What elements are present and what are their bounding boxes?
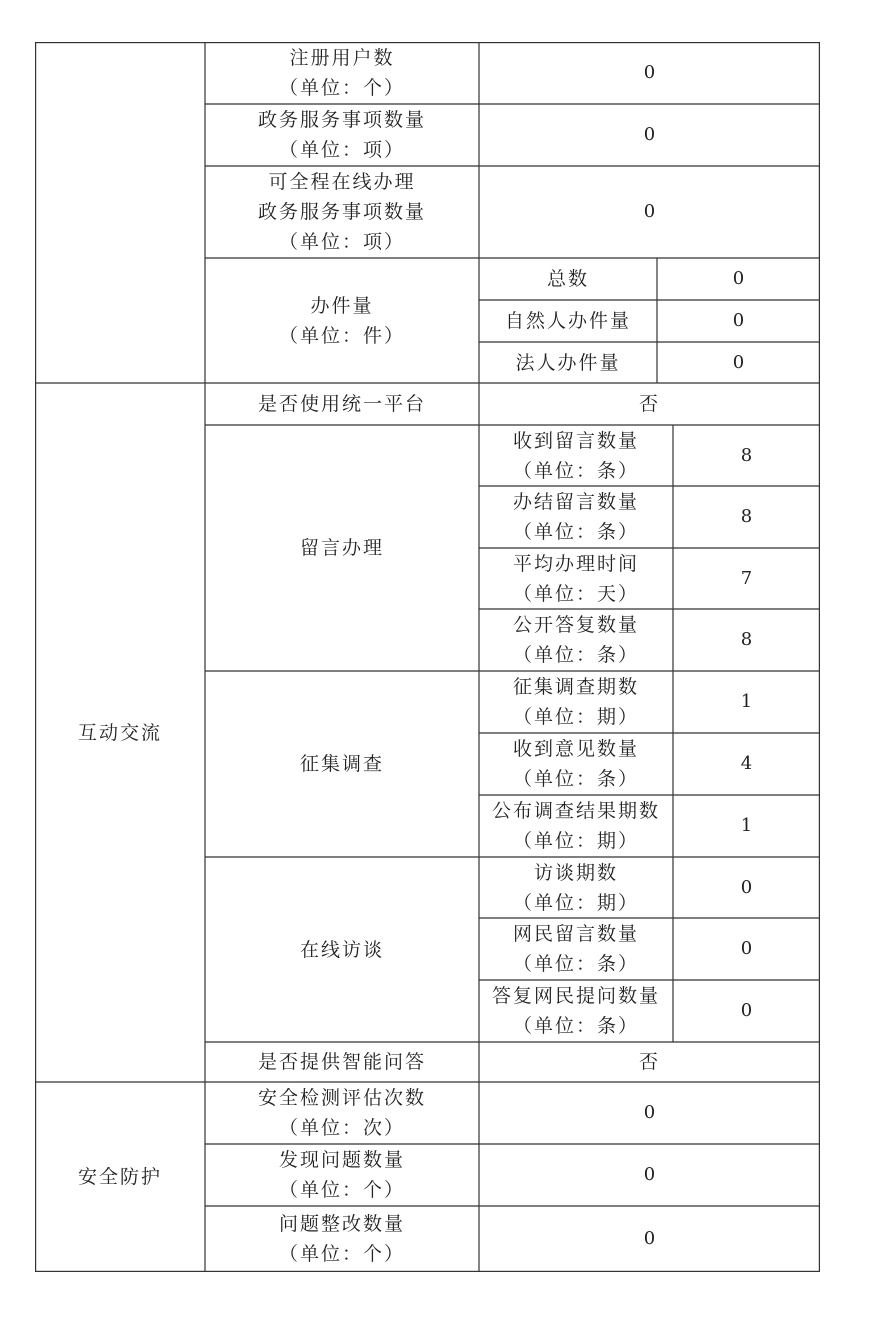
messages-avg-time-label: 平均办理时间 （单位：天） — [512, 552, 639, 605]
survey-opinions-label: 收到意见数量 （单位：条） — [512, 738, 639, 790]
service-items-value: 0 — [643, 124, 656, 145]
registered-users-label: 注册用户数 （单位：个） — [278, 47, 405, 99]
cases-legal-person-value: 0 — [732, 351, 745, 373]
problems-found-value: 0 — [643, 1164, 656, 1185]
unified-platform-label: 是否使用统一平台 — [257, 393, 426, 415]
registered-users-value: 0 — [643, 62, 656, 83]
interview-netizen-messages-value: 0 — [740, 938, 753, 959]
statistics-table — [35, 42, 820, 1272]
messages-received-value: 8 — [740, 444, 753, 466]
interview-periods-label: 访谈期数 （单位：期） — [512, 861, 639, 914]
messages-avg-time-value: 7 — [740, 567, 753, 589]
online-items-value: 0 — [643, 201, 656, 222]
problems-fixed-label: 问题整改数量 （单位：个） — [278, 1213, 405, 1265]
messages-public-reply-label: 公开答复数量 （单位：条） — [512, 614, 639, 666]
survey-label: 征集调查 — [299, 753, 384, 775]
interview-netizen-messages-label: 网民留言数量 （单位：条） — [512, 923, 639, 975]
survey-periods-label: 征集调查期数 （单位：期） — [512, 676, 639, 728]
survey-results-label: 公布调查结果期数 （单位：期） — [491, 800, 660, 852]
cases-label: 办件量 （单位：件） — [278, 294, 405, 347]
security-checks-value: 0 — [643, 1102, 656, 1123]
service-items-label: 政务服务事项数量 （单位：项） — [257, 109, 426, 161]
survey-periods-value: 1 — [740, 691, 753, 712]
messages-closed-label: 办结留言数量 （单位：条） — [512, 491, 639, 543]
interview-replies-label: 答复网民提问数量 （单位：条） — [491, 985, 660, 1037]
interview-label: 在线访谈 — [299, 938, 384, 961]
cases-total-value: 0 — [732, 268, 745, 289]
interview-replies-value: 0 — [740, 1000, 753, 1021]
smart-qa-value: 否 — [638, 1051, 660, 1073]
cases-natural-person-value: 0 — [732, 310, 745, 331]
problems-found-label: 发现问题数量 （单位：个） — [278, 1149, 405, 1201]
messages-public-reply-value: 8 — [740, 629, 753, 650]
smart-qa-label: 是否提供智能问答 — [257, 1051, 426, 1073]
online-items-label: 可全程在线办理 政务服务事项数量 （单位：项） — [257, 171, 426, 253]
cases-total-label: 总数 — [546, 268, 589, 290]
messages-received-label: 收到留言数量 （单位：条） — [512, 429, 639, 482]
cases-natural-person-label: 自然人办件量 — [504, 310, 631, 332]
interview-periods-value: 0 — [740, 876, 753, 898]
security-checks-label: 安全检测评估次数 （单位：次） — [257, 1087, 426, 1139]
survey-results-value: 1 — [740, 815, 753, 836]
survey-opinions-value: 4 — [740, 753, 753, 774]
security-category: 安全防护 — [77, 1166, 162, 1188]
cases-legal-person-label: 法人办件量 — [515, 351, 621, 374]
unified-platform-value: 否 — [638, 393, 660, 415]
problems-fixed-value: 0 — [643, 1228, 656, 1249]
messages-closed-value: 8 — [740, 506, 753, 527]
messages-label: 留言办理 — [299, 537, 384, 559]
interaction-category: 互动交流 — [77, 721, 162, 744]
